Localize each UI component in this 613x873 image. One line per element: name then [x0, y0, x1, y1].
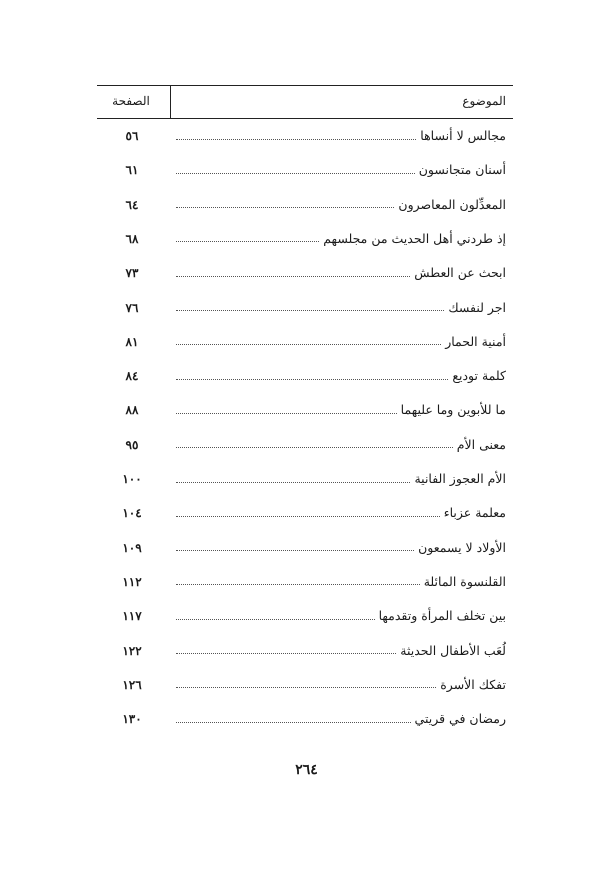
toc-entry — [100, 228, 506, 250]
toc-entry-page: ١٢٦ — [122, 677, 142, 692]
toc-dot-leader — [176, 276, 410, 277]
toc-entry — [100, 674, 506, 696]
toc-entry — [100, 194, 506, 216]
toc-entry-page: ٨٨ — [125, 403, 139, 418]
toc-entry-title: مجالس لا أنساها — [420, 128, 506, 143]
toc-entry — [100, 571, 506, 593]
toc-entry — [100, 708, 506, 730]
toc-entry-page: ٦٤ — [125, 197, 139, 212]
toc-entry-line — [176, 708, 506, 730]
toc-entry-title: معنى الأم — [456, 436, 506, 452]
toc-entry-title: ما للأبوين وما عليهما — [400, 402, 506, 418]
toc-entry-title: بين تخلف المرأة وتقدمها — [378, 608, 506, 624]
toc-entry — [100, 640, 506, 662]
toc-entry-page: ٧٣ — [125, 266, 139, 281]
toc-entry-title: إذ طردني أهل الحديث من مجلسهم — [323, 230, 506, 246]
toc-entry-page: ٥٦ — [125, 129, 139, 143]
header-page-label: الصفحة — [112, 94, 150, 108]
toc-entry — [100, 297, 506, 319]
toc-entry-title: الأولاد لا يسمعون — [418, 539, 506, 555]
toc-dot-leader — [176, 241, 319, 242]
toc-entry-line — [176, 434, 506, 456]
toc-entry-line — [176, 331, 506, 353]
toc-entry-page: ٩٥ — [125, 437, 139, 452]
toc-dot-leader — [176, 482, 410, 483]
toc-dot-leader — [176, 722, 411, 723]
toc-entry-line — [176, 468, 506, 490]
toc-entry-title: أسنان متجانسون — [418, 162, 506, 178]
toc-entry-page: ٦١ — [125, 163, 139, 178]
toc-dot-leader — [176, 310, 444, 311]
toc-entry-page: ٧٦ — [125, 300, 139, 315]
toc-entry-line — [176, 571, 506, 593]
toc-entry — [100, 434, 506, 456]
toc-entry-title: كلمة توديع — [452, 368, 506, 384]
toc-entry-line — [176, 228, 506, 250]
toc-entry — [100, 605, 506, 627]
toc-entry-title: الأم العجوز الفانية — [414, 471, 506, 486]
toc-entry-line — [176, 674, 506, 696]
toc-entry-page: ١٢٢ — [122, 643, 142, 658]
toc-entry-page: ١٣٠ — [122, 712, 142, 727]
toc-dot-leader — [176, 139, 416, 140]
header-topic-label: الموضوع — [462, 94, 506, 108]
toc-entry — [100, 331, 506, 353]
toc-entry-title: ابحث عن العطش — [414, 265, 506, 281]
toc-dot-leader — [176, 413, 397, 414]
toc-dot-leader — [176, 653, 396, 654]
toc-dot-leader — [176, 447, 453, 448]
toc-entry — [100, 502, 506, 524]
toc-entry-line — [176, 297, 506, 319]
toc-entry-page: ١٠٩ — [122, 540, 142, 555]
toc-dot-leader — [176, 379, 448, 380]
toc-entry-line — [176, 159, 506, 181]
toc-entry-line — [176, 502, 506, 524]
toc-entry-title: أمنية الحمار — [445, 333, 506, 349]
toc-entry — [100, 159, 506, 181]
toc-entry-title: المعدِّلون المعاصرون — [398, 196, 506, 212]
toc-entry — [100, 262, 506, 284]
toc-entry — [100, 125, 506, 147]
toc-entry-page: ١١٢ — [122, 574, 142, 589]
toc-entry-title: لُعَب الأطفال الحديثة — [400, 642, 506, 658]
toc-entry-line — [176, 399, 506, 421]
toc-entry-title: رمضان في قريتي — [414, 711, 506, 727]
toc-dot-leader — [176, 516, 440, 517]
toc-entry-line — [176, 640, 506, 662]
toc-entry-line — [176, 605, 506, 627]
page-number: ٢٦٤ — [295, 762, 318, 778]
toc-dot-leader — [176, 207, 394, 208]
toc-dot-leader — [176, 344, 441, 345]
toc-dot-leader — [176, 584, 420, 585]
toc-entry — [100, 537, 506, 559]
toc-entry-page: ١٠٤ — [122, 506, 142, 521]
toc-dot-leader — [176, 687, 436, 688]
toc-entry — [100, 399, 506, 421]
toc-dot-leader — [176, 550, 414, 551]
table-top-rule — [97, 85, 513, 86]
toc-entry-line — [176, 537, 506, 559]
toc-entry — [100, 365, 506, 387]
toc-entry-page: ١٠٠ — [122, 472, 142, 486]
toc-entry-page: ٨٤ — [125, 369, 139, 384]
toc-entry-page: ٦٨ — [125, 231, 139, 246]
toc-entry-title: معلمة عزباء — [443, 505, 506, 521]
toc-entry — [100, 468, 506, 490]
toc-entry-line — [176, 365, 506, 387]
toc-entry-page: ١١٧ — [122, 609, 142, 624]
toc-entry-title: اجر لنفسك — [448, 299, 506, 315]
toc-entry-title: تفكك الأسرة — [440, 676, 506, 692]
toc-entry-line — [176, 194, 506, 216]
header-bottom-rule — [97, 118, 513, 119]
toc-dot-leader — [176, 173, 415, 174]
toc-entry-line — [176, 262, 506, 284]
toc-dot-leader — [176, 619, 375, 620]
toc-entry-page: ٨١ — [125, 334, 139, 349]
header-column-divider — [170, 85, 171, 119]
toc-entry-line — [176, 125, 506, 147]
toc-entry-title: القلنسوة المائلة — [423, 573, 506, 589]
